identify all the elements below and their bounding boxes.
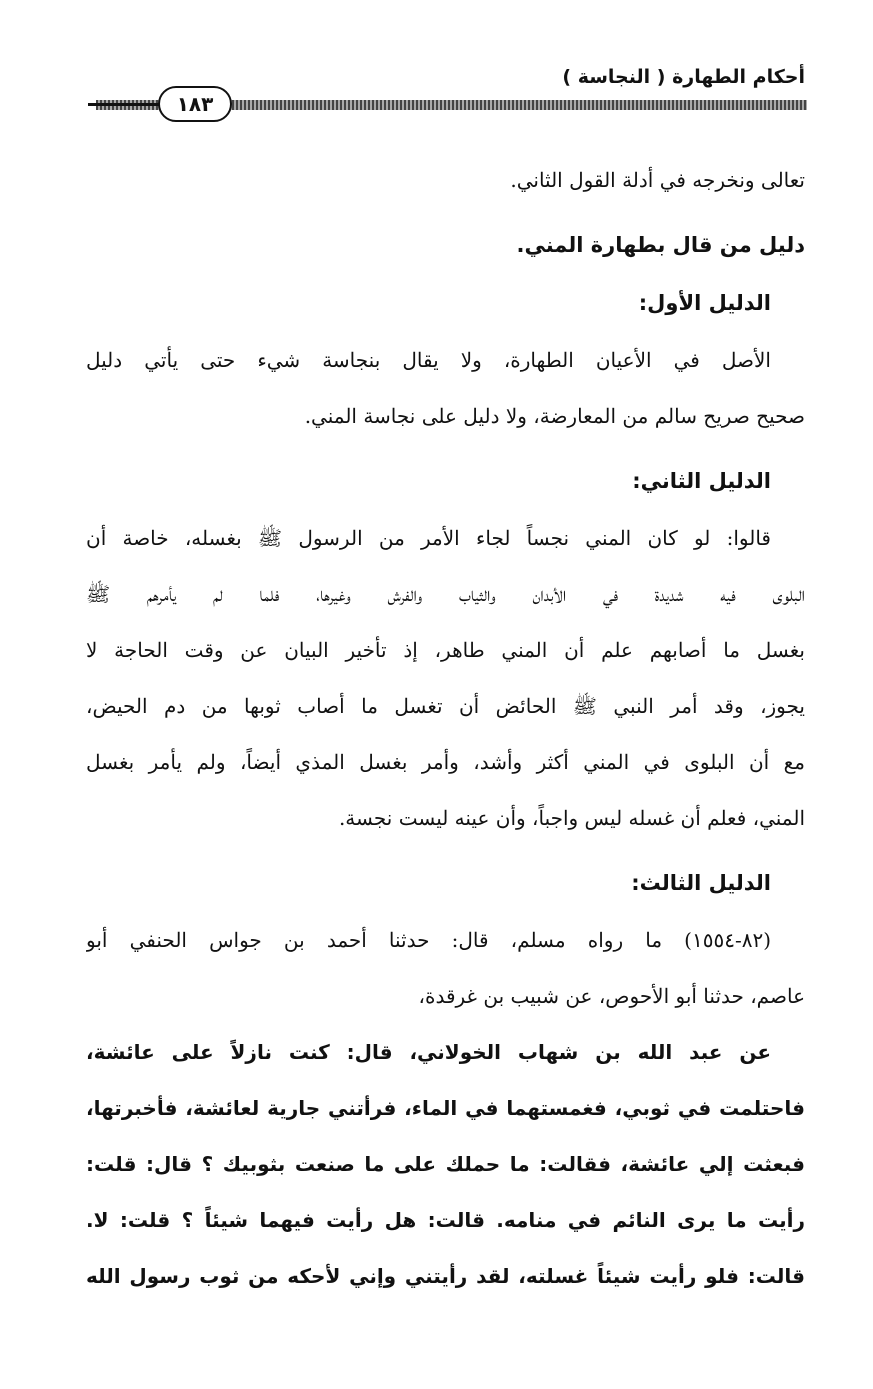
subsection-heading: الدليل الثاني: xyxy=(632,469,771,493)
text-line: بغسل ما أصابهم علم أن المني طاهر، إذ تأخير البيان عن وقت الحاجة لا xyxy=(86,638,805,662)
text-line: صحيح صريح سالم من المعارضة، ولا دليل على نجاسة المني. xyxy=(304,404,805,428)
section-heading: دليل من قال بطهارة المني. xyxy=(516,233,805,257)
text-line: يجوز، وقد أمر النبي ﷺ الحائض أن تغسل ما أصاب ثوبها من دم الحيض، xyxy=(86,694,805,718)
text-line: البلوى فيه شديدة في الأبدان والثياب والفرش وغيرها، فلما لم يأمرهم ﷺ xyxy=(86,582,805,606)
text-line: تعالى ونخرجه في أدلة القول الثاني. xyxy=(510,168,805,192)
running-title: أحكام الطهارة ( النجاسة ) xyxy=(562,66,805,88)
hadith-isnad-line: (٨٢-١٥٥٤) ما رواه مسلم، قال: حدثنا أحمد بن جواس الحنفي أبو xyxy=(86,928,771,952)
hadith-text-line: قالت: فلو رأيت شيئاً غسلته، لقد رأيتني وإني لأحكه من ثوب رسول الله xyxy=(86,1264,805,1288)
hadith-text-line: رأيت ما يرى النائم في منامه. قالت: هل رأيت فيهما شيئاً ؟ قلت: لا. xyxy=(86,1208,805,1232)
page-body xyxy=(86,152,805,1304)
hadith-text-line: فاحتلمت في ثوبي، فغمستهما في الماء، فرأتني جارية لعائشة، فأخبرتها، xyxy=(86,1096,805,1120)
hadith-text-line: عن عبد الله بن شهاب الخولاني، قال: كنت نازلاً على عائشة، xyxy=(86,1040,771,1064)
page-number: ١٨٣ xyxy=(158,86,232,122)
subsection-heading: الدليل الأول: xyxy=(638,291,771,315)
hadith-text-line: فبعثت إلي عائشة، فقالت: ما حملك على ما صنعت بثوبيك ؟ قال: قلت: xyxy=(86,1152,805,1176)
header-rule-left xyxy=(88,103,162,106)
text-line: مع أن البلوى في المني أكثر وأشد، وأمر بغسل المذي أيضاً، ولم يأمر بغسل xyxy=(86,750,805,774)
text-line: المني، فعلم أن غسله ليس واجباً، وأن عينه ليست نجسة. xyxy=(338,806,805,830)
text-line: الأصل في الأعيان الطهارة، ولا يقال بنجاسة شيء حتى يأتي دليل xyxy=(86,348,771,372)
subsection-heading: الدليل الثالث: xyxy=(631,871,771,895)
text-line: قالوا: لو كان المني نجساً لجاء الأمر من الرسول ﷺ بغسله، خاصة أن xyxy=(86,526,771,550)
hadith-isnad-line: عاصم، حدثنا أبو الأحوص، عن شبيب بن غرقدة، xyxy=(418,984,805,1008)
